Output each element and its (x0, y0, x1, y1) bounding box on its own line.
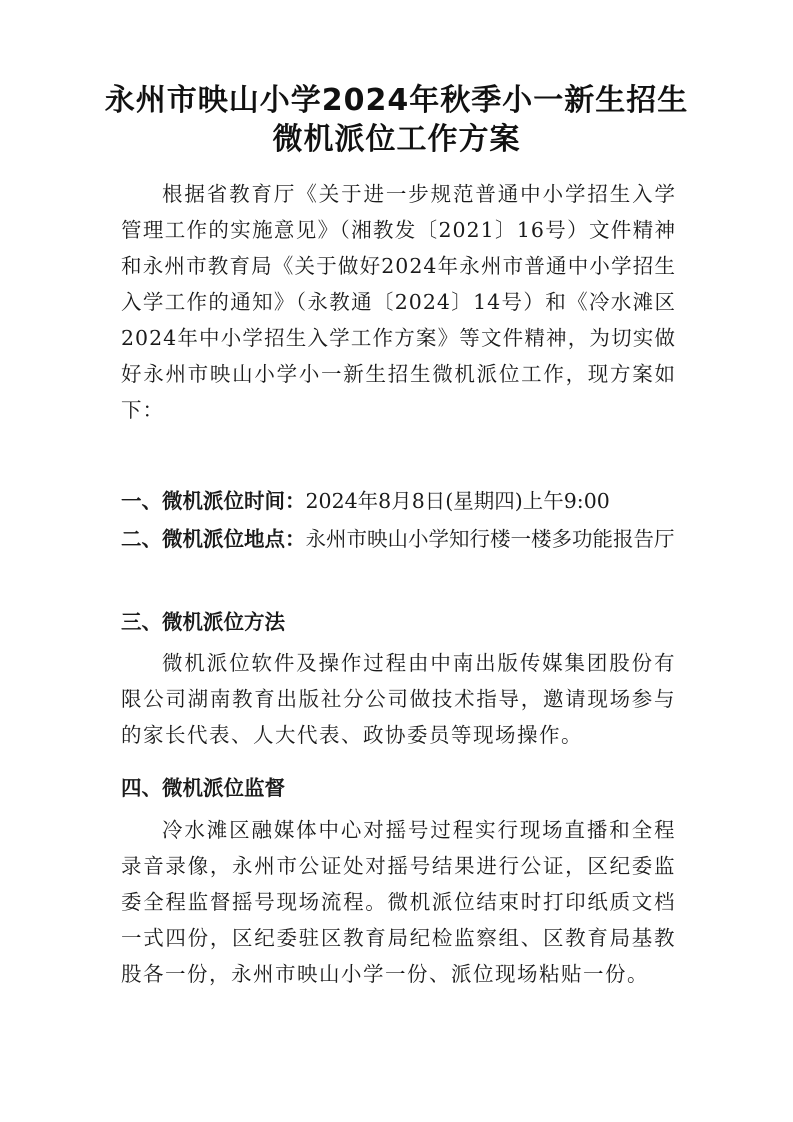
section-supervision-heading: 四、微机派位监督 (121, 776, 285, 800)
document-title-line2: 微机派位工作方案 (272, 122, 521, 157)
section-method-heading: 三、微机派位方法 (121, 610, 285, 634)
intro-paragraph: 根据省教育厅《关于进一步规范普通中小学招生入学管理工作的实施意见》（湘教发〔2021〕16号）文件精神和永州市教育局《关于做好2024年永州市普通中小学招生入学工作的通知》（永教通〔2024〕14号）和《冷水滩区2024年中小学招生入学工作方案》等文件精神，为切实做好永州市映山小学小一新生招生微机派位工作，现方案如下： (121, 182, 676, 422)
section-location (121, 521, 676, 557)
section-supervision-paragraph: 冷水滩区融媒体中心对摇号过程实行现场直播和全程录音录像，永州市公证处对摇号结果进行公证，区纪委监委全程监督摇号现场流程。微机派位结束时打印纸质文档一式四份，区纪委驻区教育局纪检监察组、区教育局基教股各一份，永州市映山小学一份、派位现场粘贴一份。 (121, 818, 676, 986)
section-method-paragraph: 微机派位软件及操作过程由中南出版传媒集团股份有限公司湖南教育出版社分公司做技术指导，邀请现场参与的家长代表、人大代表、政协委员等现场操作。 (121, 651, 676, 747)
document-title-line1: 永州市映山小学2024年秋季小一新生招生 (104, 83, 689, 118)
section-location-content: 永州市映山小学知行楼一楼多功能报告厅 (305, 527, 675, 551)
section-time (121, 483, 681, 519)
section-location-heading: 二、微机派位地点： (121, 527, 306, 551)
section-time-content: 2024年8月8日(星期四)上午9:00 (305, 489, 610, 513)
section-time-heading: 一、微机派位时间： (121, 489, 306, 513)
